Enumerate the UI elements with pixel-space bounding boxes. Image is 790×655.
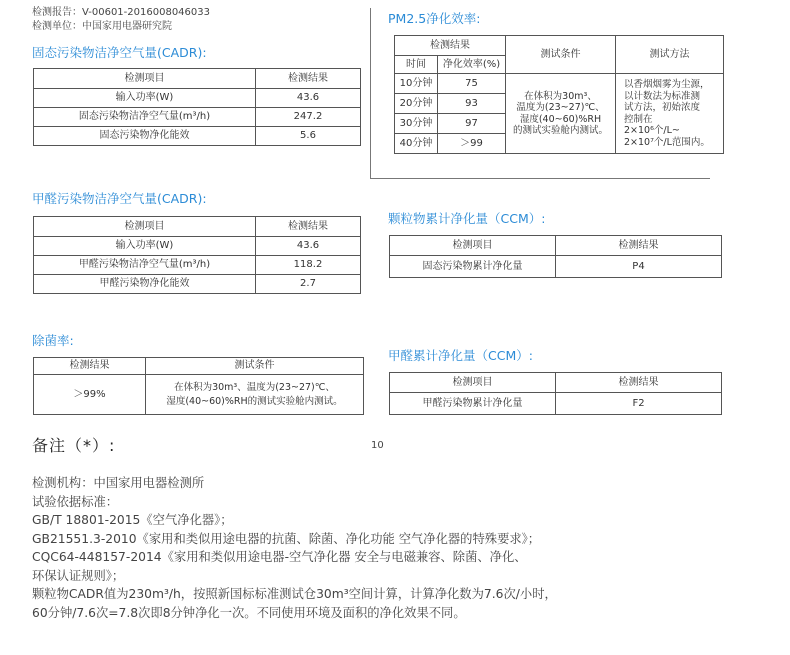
table-cell: 输入功率(W) [34,89,256,108]
table-header: 测试条件 [506,36,616,74]
table-cell: 247.2 [256,108,361,127]
notes-title: 备注（*）: [32,436,116,455]
table-row [34,275,361,294]
table-cell: 10分钟 [395,74,438,94]
pm25-title: PM2.5净化效率: [388,11,481,26]
table-header: 测试条件 [146,358,364,375]
table-cell: 2.7 [256,275,361,294]
table-cell [506,74,616,154]
table-header: 净化效率(%) [438,56,506,74]
method-line: 以计数法为标准测 [624,90,701,102]
table-header: 测试方法 [616,36,724,74]
cadr-solid-title: 固态污染物洁净空气量(CADR): [32,45,207,60]
notes-line: GB21551.3-2010《家用和类似用途电器的抗菌、除菌、净化功能 空气净化器的特殊要求》； [32,531,541,546]
table-header: 检测结果 [556,373,722,393]
ccm-formaldehyde-title: 甲醛累计净化量（CCM）: [388,348,533,363]
table-cell: ＞99 [438,134,506,154]
divider [370,178,710,179]
table-row [34,237,361,256]
notes-line: GB/T 18801-2015《空气净化器》； [32,513,233,527]
method-line: 试方法，初始浓度 [624,102,701,113]
table-header: 检测结果 [256,69,361,89]
ccm-particle-title: 颗粒物累计净化量（CCM）: [388,211,546,226]
notes-line: CQC64-448157-2014《家用和类似用途电器-空气净化器 安全与电磁兼容、除菌、净化、 [32,550,527,564]
table-header: 检测项目 [390,373,556,393]
table-cell: 97 [438,114,506,134]
table-cell: 甲醛污染物净化能效 [34,275,256,294]
table-cell: 43.6 [256,237,361,256]
table-row [395,74,724,94]
table-header: 检测项目 [34,217,256,237]
notes-line: 颗粒物CADR值为230m³/h，按照新国标标准测试仓30m³空间计算，计算净化数为7.6次/小时， [32,587,557,601]
table-row [34,127,361,146]
report-number: 检测报告：V-00601-2016008046033 [32,7,210,18]
notes-line: 检测机构：中国家用电器检测所 [32,476,205,490]
table-header: 检测结果 [556,236,722,256]
pm25-table [394,35,724,154]
table-cell: 40分钟 [395,134,438,154]
notes-body [32,474,557,622]
table-header: 检测项目 [34,69,256,89]
report-unit: 检测单位：中国家用电器研究院 [32,21,172,32]
notes-line: 试验依据标准： [32,494,119,509]
table-cell: 93 [438,94,506,114]
table-cell: 20分钟 [395,94,438,114]
condition-line: 湿度(40~60)%RH的测试实验舱内测试。 [166,395,343,407]
table-cell: ＞99% [34,375,146,415]
table-cell: 30分钟 [395,114,438,134]
table-row [390,393,722,415]
table-cell [146,375,364,415]
page-number: 10 [371,440,384,451]
method-line: 控制在 [624,113,653,125]
ccm-particle-table [389,235,722,278]
table-cell: 118.2 [256,256,361,275]
table-header: 检测结果 [34,358,146,375]
table-cell: 43.6 [256,89,361,108]
cadr-formaldehyde-title: 甲醛污染物洁净空气量(CADR): [32,191,207,206]
table-cell: 固态污染物净化能效 [34,127,256,146]
table-header: 检测结果 [395,36,506,56]
sterilization-table [33,357,364,415]
table-cell: F2 [556,393,722,415]
table-row [390,256,722,278]
method-line: 2×10⁷个/L范围内。 [624,136,710,148]
table-row [34,89,361,108]
table-row [34,108,361,127]
condition-line: 的测试实验舱内测试。 [512,125,608,136]
condition-line: 在体积为30m³、温度为(23~27)℃、 [174,381,335,393]
cadr-solid-table [33,68,361,146]
sterilization-title: 除菌率: [32,333,74,348]
table-cell: P4 [556,256,722,278]
ccm-formaldehyde-table [389,372,722,415]
table-header: 时间 [395,56,438,74]
table-cell: 75 [438,74,506,94]
condition-line: 在体积为30m³、 [524,90,597,102]
table-row [34,256,361,275]
table-row [34,375,364,415]
table-cell: 固态污染物累计净化量 [390,256,556,278]
method-line: 以香烟烟雾为尘源， [624,79,710,90]
notes-line: 环保认证规则》； [32,568,125,583]
table-cell: 5.6 [256,127,361,146]
table-cell: 输入功率(W) [34,237,256,256]
table-header: 检测结果 [256,217,361,237]
condition-line: 湿度(40~60)%RH [519,113,602,125]
table-cell: 甲醛污染物洁净空气量(m³/h) [34,256,256,275]
method-line: 2×10⁶个/L~ [624,125,680,136]
table-cell [616,74,724,154]
table-cell: 甲醛污染物累计净化量 [390,393,556,415]
divider [370,8,371,178]
table-cell: 固态污染物洁净空气量(m³/h) [34,108,256,127]
condition-line: 温度为(23~27)℃、 [516,102,605,113]
cadr-formaldehyde-table [33,216,361,294]
table-header: 检测项目 [390,236,556,256]
notes-line: 60分钟/7.6次=7.8次即8分钟净化一次。不同使用环境及面积的净化效果不同。 [32,605,466,620]
